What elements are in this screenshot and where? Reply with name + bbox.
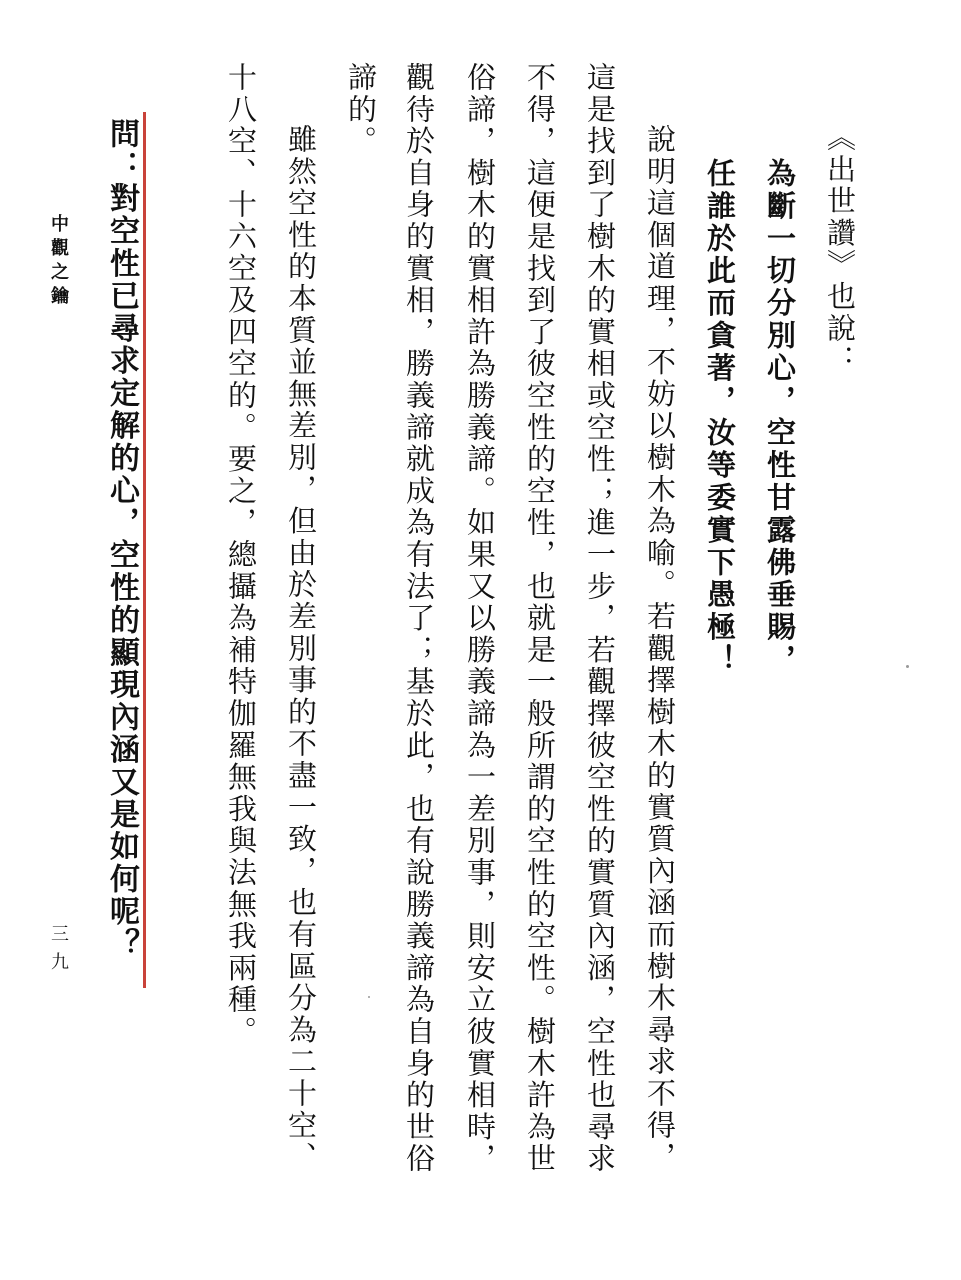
verse-line-1: 為斷一切分別心，空性甘露佛垂賜， (763, 158, 797, 677)
body-line-4: 俗諦，樹木的實相許為勝義諦。如果又以勝義諦為一差別事，則安立彼實相時， (463, 62, 497, 1175)
body-line-7: 雖然空性的本質並無差別，但由於差別事的不盡一致，也有區分為二十空、 (284, 124, 318, 1174)
body-line-5: 觀待於自身的實相，勝義諦就成為有法了；基於此，也有說勝義諦為自身的世俗 (402, 62, 436, 1175)
body-line-2: 這是找到了樹木的實相或空性；進一步，若觀擇彼空性的實質內涵，空性也尋求 (583, 62, 617, 1175)
scan-speck (368, 996, 370, 998)
body-line-8: 十八空、十六空及四空的。要之，總攝為補特伽羅無我與法無我兩種。 (224, 62, 258, 1048)
verse-line-2: 任誰於此而貪著，汝等委實下愚極！ (703, 158, 737, 677)
source-intro: 《出世讚》也說： (823, 122, 857, 377)
scan-speck (906, 665, 909, 668)
question-heading: 問：對空性已尋求定解的心，空性的顯現內涵又是如何呢？ (104, 118, 139, 961)
body-line-3: 不得，這便是找到了彼空性的空性，也就是一般所謂的空性的空性。樹木許為世 (523, 62, 557, 1175)
page-number: 三九 (48, 924, 69, 980)
body-line-1: 說明這個道理，不妨以樹木為喻。若觀擇樹木的實質內涵而樹木尋求不得， (643, 124, 677, 1174)
question-rule (143, 112, 146, 988)
body-line-6: 諦的。 (344, 62, 378, 158)
running-title: 中觀之鑰 (48, 214, 69, 310)
